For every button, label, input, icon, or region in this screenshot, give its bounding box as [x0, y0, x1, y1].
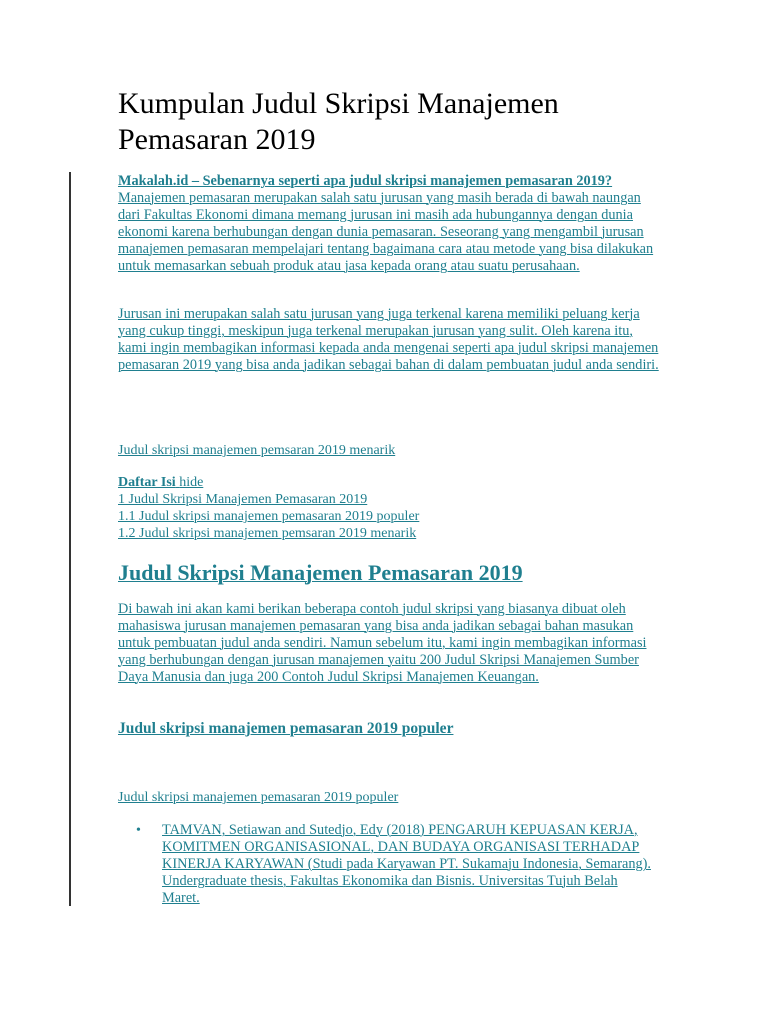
toc-label: Daftar Isi: [118, 475, 176, 490]
intro-paragraph[interactable]: [118, 173, 663, 275]
toc-header: [118, 474, 419, 491]
list-item-text[interactable]: TAMVAN, Setiawan and Sutedjo, Edy (2018) PENGARUH KEPUASAN KERJA, KOMITMEN ORGANISASIONAL, DAN BUDAYA ORGANISASI TERHADAP KINERJA KARYAWAN (Studi pada Karyawan PT. Sukamaju Indonesia, Semarang). Undergraduate thesis, Fakultas Ekonomika dan Bisnis. Universitas Tujuh Belah Maret.: [162, 822, 651, 906]
margin-rule: [69, 172, 71, 906]
subheading-populer[interactable]: Judul skripsi manajemen pemasaran 2019 populer: [118, 720, 454, 737]
image-caption-populer[interactable]: Judul skripsi manajemen pemasaran 2019 populer: [118, 790, 399, 805]
intro-body[interactable]: Manajemen pemasaran merupakan salah satu jurusan yang masih berada di bawah naungan dari Fakultas Ekonomi dimana memang jurusan ini masih ada hubungannya dengan dunia ekonomi karena berhubungan dengan dunia pemasaran. Seseorang yang mengambil jurusan manajemen pemasaran mempelajari tentang bagaimana cara atau metode yang bisa dilakukan untuk memasarkan sebuah produk atau jasa kepada orang atau suatu perusahaan.: [118, 190, 654, 274]
section-paragraph[interactable]: Di bawah ini akan kami berikan beberapa contoh judul skripsi yang biasanya dibuat oleh mahasiswa jurusan manajemen pemasaran yang bisa anda jadikan sebagai bahan masukan untuk pembuatan judul anda sendiri. Namun sebelum itu, kami ingin membagikan informasi yang berhubungan dengan jurusan manajemen yaitu 200 Judul Skripsi Manajemen Sumber Daya Manusia dan juga 200 Contoh Judul Skripsi Manajemen Keuangan.: [118, 601, 647, 685]
second-paragraph[interactable]: Jurusan ini merupakan salah satu jurusan yang juga terkenal karena memiliki peluang kerja yang cukup tinggi, meskipun juga terkenal merupakan jurusan yang sulit. Oleh karena itu, kami ingin membagikan informasi kepada anda mengenai seperti apa judul skripsi manajemen pemasaran 2019 yang bisa anda jadikan sebagai bahan di dalam pembuatan judul anda sendiri.: [118, 306, 659, 373]
section-heading[interactable]: Judul Skripsi Manajemen Pemasaran 2019: [118, 560, 523, 585]
list-item[interactable]: [136, 822, 656, 907]
toc-item-1-1[interactable]: 1.1 Judul skripsi manajemen pemasaran 2019 populer: [118, 509, 420, 524]
bullet-icon: •: [136, 823, 141, 838]
image-caption-menarik[interactable]: Judul skripsi manajemen pemsaran 2019 menarik: [118, 443, 396, 458]
toc-item-1-2[interactable]: 1.2 Judul skripsi manajemen pemsaran 2019 menarik: [118, 526, 417, 541]
toc-hide-toggle[interactable]: hide: [179, 475, 204, 490]
table-of-contents: [118, 474, 419, 542]
thesis-list: [136, 822, 656, 907]
intro-lead[interactable]: Makalah.id – Sebenarnya seperti apa judul skripsi manajemen pemasaran 2019?: [118, 173, 613, 189]
toc-item-1[interactable]: 1 Judul Skripsi Manajemen Pemasaran 2019: [118, 492, 368, 507]
page-title: Kumpulan Judul Skripsi Manajemen Pemasaran 2019: [118, 87, 559, 156]
